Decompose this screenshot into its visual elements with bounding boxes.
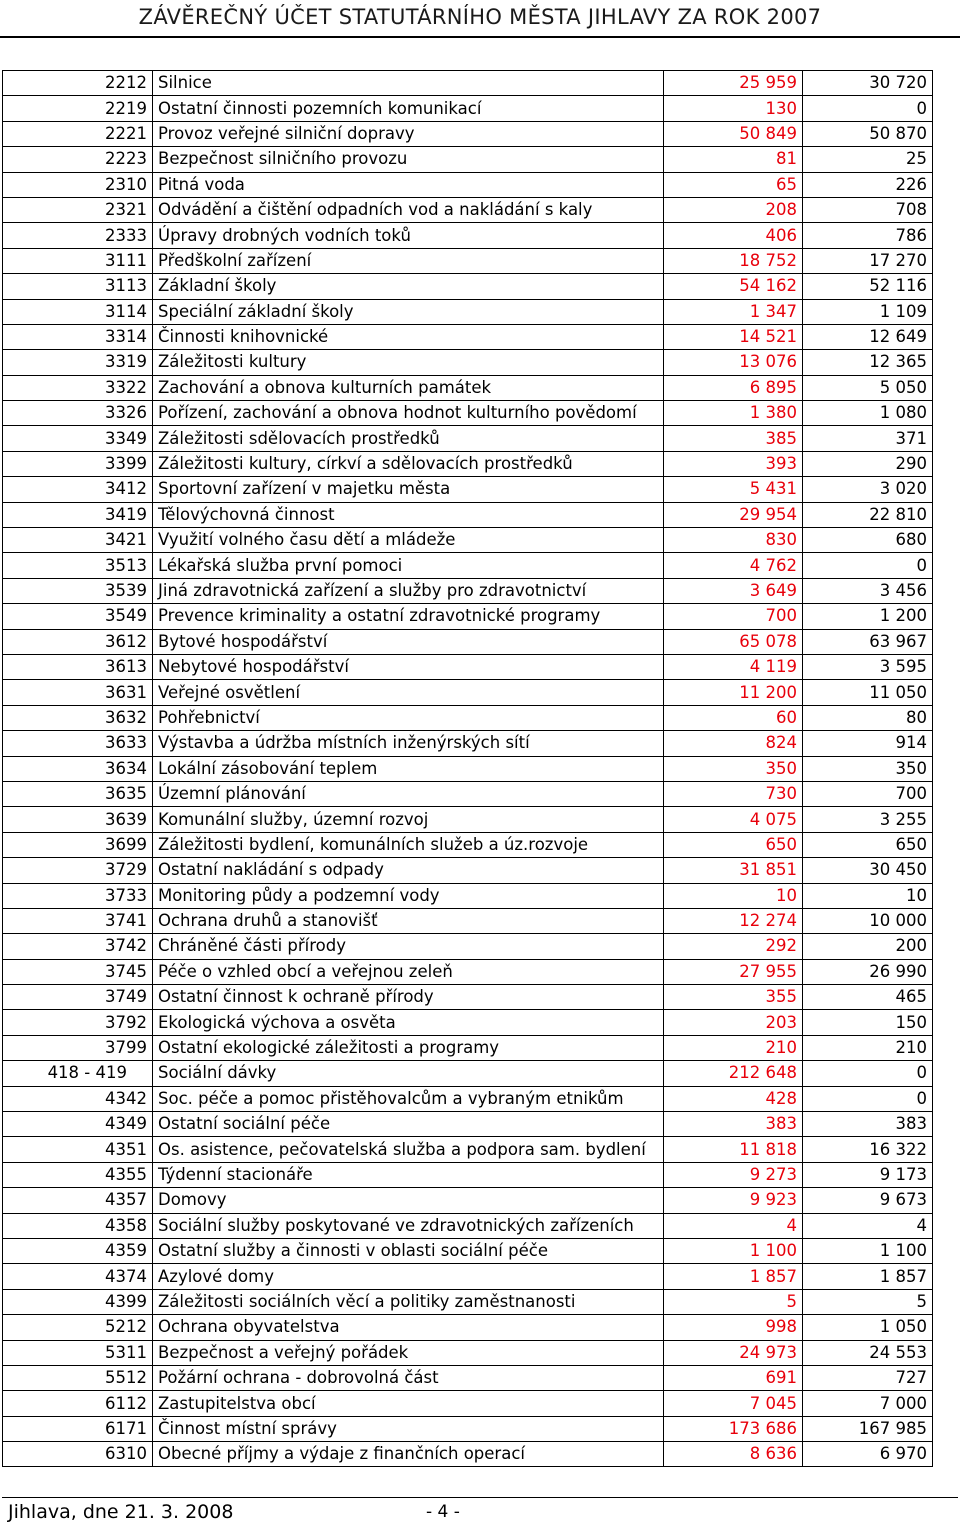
table-row: [3, 934, 933, 959]
value-red-cell: 4 075: [664, 807, 803, 832]
paragraph-code-cell: 3631: [3, 680, 153, 705]
paragraph-name-cell: Veřejné osvětlení: [153, 680, 664, 705]
paragraph-code-cell: 3745: [3, 959, 153, 984]
value-red-cell: 383: [664, 1112, 803, 1137]
budget-table-body: [3, 71, 933, 1467]
paragraph-name-cell: Územní plánování: [153, 781, 664, 806]
table-row: [3, 96, 933, 121]
value-cell: 3 020: [803, 477, 933, 502]
table-row: [3, 528, 933, 553]
document-header: [0, 0, 960, 34]
paragraph-code-cell: 4349: [3, 1112, 153, 1137]
value-cell: 350: [803, 756, 933, 781]
value-cell: 17 270: [803, 248, 933, 273]
value-red-cell: 700: [664, 604, 803, 629]
value-red-cell: 998: [664, 1315, 803, 1340]
paragraph-name-cell: Záležitosti bydlení, komunálních služeb a úz.rozvoje: [153, 832, 664, 857]
value-cell: 3 456: [803, 578, 933, 603]
table-row: [3, 781, 933, 806]
paragraph-code-cell: 4358: [3, 1213, 153, 1238]
header-rule: [0, 36, 960, 38]
page-footer: [2, 1497, 958, 1526]
value-red-cell: 4 119: [664, 654, 803, 679]
paragraph-code-cell: 3549: [3, 604, 153, 629]
table-row: [3, 756, 933, 781]
table-row: [3, 604, 933, 629]
paragraph-code-cell: 3319: [3, 350, 153, 375]
value-cell: 9 673: [803, 1188, 933, 1213]
table-row: [3, 197, 933, 222]
value-cell: 12 365: [803, 350, 933, 375]
value-red-cell: 65: [664, 172, 803, 197]
paragraph-code-cell: 4359: [3, 1238, 153, 1263]
value-red-cell: 5 431: [664, 477, 803, 502]
value-red-cell: 393: [664, 451, 803, 476]
paragraph-name-cell: Předškolní zařízení: [153, 248, 664, 273]
table-row: [3, 1010, 933, 1035]
table-row: [3, 1137, 933, 1162]
value-red-cell: 824: [664, 731, 803, 756]
value-red-cell: 81: [664, 147, 803, 172]
paragraph-code-cell: 3699: [3, 832, 153, 857]
value-red-cell: 9 923: [664, 1188, 803, 1213]
value-cell: 465: [803, 985, 933, 1010]
value-cell: 12 649: [803, 324, 933, 349]
paragraph-name-cell: Provoz veřejné silniční dopravy: [153, 121, 664, 146]
value-red-cell: 385: [664, 426, 803, 451]
table-row: [3, 451, 933, 476]
paragraph-name-cell: Činnost místní správy: [153, 1416, 664, 1441]
paragraph-name-cell: Lékařská služba první pomoci: [153, 553, 664, 578]
paragraph-code-cell: 3635: [3, 781, 153, 806]
table-row: [3, 553, 933, 578]
value-cell: 7 000: [803, 1391, 933, 1416]
value-cell: 680: [803, 528, 933, 553]
value-red-cell: 27 955: [664, 959, 803, 984]
table-row: [3, 1416, 933, 1441]
value-cell: 5 050: [803, 375, 933, 400]
table-row: [3, 908, 933, 933]
paragraph-code-cell: 3632: [3, 705, 153, 730]
paragraph-code-cell: 4357: [3, 1188, 153, 1213]
paragraph-name-cell: Bezpečnost silničního provozu: [153, 147, 664, 172]
paragraph-code-cell: 6112: [3, 1391, 153, 1416]
paragraph-code-cell: 4399: [3, 1289, 153, 1314]
value-red-cell: 10: [664, 883, 803, 908]
paragraph-code-cell: 4374: [3, 1264, 153, 1289]
value-red-cell: 208: [664, 197, 803, 222]
paragraph-name-cell: Požární ochrana - dobrovolná část: [153, 1365, 664, 1390]
paragraph-name-cell: Úpravy drobných vodních toků: [153, 223, 664, 248]
value-cell: 914: [803, 731, 933, 756]
document-title: ZÁVĚREČNÝ ÚČET STATUTÁRNÍHO MĚSTA JIHLAVY ZA ROK 2007: [138, 5, 822, 29]
table-row: [3, 274, 933, 299]
table-row: [3, 1213, 933, 1238]
value-red-cell: 4 762: [664, 553, 803, 578]
paragraph-code-cell: 3412: [3, 477, 153, 502]
value-cell: 1 857: [803, 1264, 933, 1289]
table-row: [3, 731, 933, 756]
value-cell: 3 255: [803, 807, 933, 832]
value-red-cell: 18 752: [664, 248, 803, 273]
table-row: [3, 1289, 933, 1314]
table-row: [3, 1365, 933, 1390]
paragraph-name-cell: Speciální základní školy: [153, 299, 664, 324]
table-row: [3, 883, 933, 908]
paragraph-name-cell: Os. asistence, pečovatelská služba a podpora sam. bydlení: [153, 1137, 664, 1162]
value-red-cell: 60: [664, 705, 803, 730]
paragraph-code-cell: 3612: [3, 629, 153, 654]
paragraph-name-cell: Bezpečnost a veřejný pořádek: [153, 1340, 664, 1365]
value-cell: 6 970: [803, 1442, 933, 1467]
table-row: [3, 1442, 933, 1467]
table-row: [3, 858, 933, 883]
paragraph-name-cell: Využití volného času dětí a mládeže: [153, 528, 664, 553]
table-row: [3, 172, 933, 197]
value-cell: 11 050: [803, 680, 933, 705]
value-cell: 25: [803, 147, 933, 172]
table-row: [3, 1112, 933, 1137]
paragraph-name-cell: Sportovní zařízení v majetku města: [153, 477, 664, 502]
paragraph-code-cell: 3613: [3, 654, 153, 679]
table-row: [3, 147, 933, 172]
value-cell: 210: [803, 1035, 933, 1060]
value-cell: 24 553: [803, 1340, 933, 1365]
value-red-cell: 54 162: [664, 274, 803, 299]
value-cell: 22 810: [803, 502, 933, 527]
table-row: [3, 959, 933, 984]
value-red-cell: 173 686: [664, 1416, 803, 1441]
paragraph-name-cell: Odvádění a čištění odpadních vod a nakládání s kaly: [153, 197, 664, 222]
paragraph-code-cell: 2212: [3, 71, 153, 96]
paragraph-name-cell: Prevence kriminality a ostatní zdravotnické programy: [153, 604, 664, 629]
value-cell: 63 967: [803, 629, 933, 654]
table-row: [3, 1188, 933, 1213]
paragraph-name-cell: Ostatní ekologické záležitosti a programy: [153, 1035, 664, 1060]
paragraph-name-cell: Ostatní služby a činnosti v oblasti sociální péče: [153, 1238, 664, 1263]
value-cell: 786: [803, 223, 933, 248]
paragraph-name-cell: Pohřebnictví: [153, 705, 664, 730]
value-cell: 200: [803, 934, 933, 959]
value-cell: 0: [803, 96, 933, 121]
paragraph-name-cell: Obecné příjmy a výdaje z finančních operací: [153, 1442, 664, 1467]
value-red-cell: 24 973: [664, 1340, 803, 1365]
value-red-cell: 11 818: [664, 1137, 803, 1162]
paragraph-name-cell: Lokální zásobování teplem: [153, 756, 664, 781]
value-cell: 0: [803, 553, 933, 578]
value-red-cell: 730: [664, 781, 803, 806]
table-row: [3, 121, 933, 146]
value-red-cell: 25 959: [664, 71, 803, 96]
table-row: [3, 807, 933, 832]
paragraph-name-cell: Činnosti knihovnické: [153, 324, 664, 349]
paragraph-code-cell: 3729: [3, 858, 153, 883]
table-row: [3, 248, 933, 273]
value-cell: 80: [803, 705, 933, 730]
paragraph-code-cell: 3741: [3, 908, 153, 933]
table-row: [3, 477, 933, 502]
table-row: [3, 1340, 933, 1365]
table-row: [3, 705, 933, 730]
paragraph-name-cell: Ochrana druhů a stanovišť: [153, 908, 664, 933]
value-red-cell: 350: [664, 756, 803, 781]
value-cell: 708: [803, 197, 933, 222]
paragraph-name-cell: Azylové domy: [153, 1264, 664, 1289]
paragraph-code-cell: 2310: [3, 172, 153, 197]
value-cell: 1 100: [803, 1238, 933, 1263]
value-red-cell: 4: [664, 1213, 803, 1238]
footer-place-date: Jihlava, dne 21. 3. 2008: [8, 1501, 234, 1523]
value-red-cell: 5: [664, 1289, 803, 1314]
paragraph-code-cell: 2333: [3, 223, 153, 248]
paragraph-code-cell: 6171: [3, 1416, 153, 1441]
paragraph-code-cell: 3792: [3, 1010, 153, 1035]
paragraph-code-cell: 3513: [3, 553, 153, 578]
value-cell: 167 985: [803, 1416, 933, 1441]
table-row: [3, 324, 933, 349]
value-cell: 10 000: [803, 908, 933, 933]
value-cell: 226: [803, 172, 933, 197]
paragraph-name-cell: Záležitosti kultury: [153, 350, 664, 375]
value-red-cell: 14 521: [664, 324, 803, 349]
value-red-cell: 355: [664, 985, 803, 1010]
paragraph-code-cell: 4351: [3, 1137, 153, 1162]
value-red-cell: 50 849: [664, 121, 803, 146]
table-row: [3, 680, 933, 705]
paragraph-name-cell: Domovy: [153, 1188, 664, 1213]
value-red-cell: 7 045: [664, 1391, 803, 1416]
paragraph-name-cell: Sociální dávky: [153, 1061, 664, 1086]
value-red-cell: 11 200: [664, 680, 803, 705]
paragraph-code-cell: 2321: [3, 197, 153, 222]
table-row: [3, 1238, 933, 1263]
value-cell: 5: [803, 1289, 933, 1314]
table-row: [3, 1315, 933, 1340]
value-red-cell: 6 895: [664, 375, 803, 400]
paragraph-code-cell: 2223: [3, 147, 153, 172]
value-cell: 1 080: [803, 401, 933, 426]
value-cell: 30 720: [803, 71, 933, 96]
value-cell: 30 450: [803, 858, 933, 883]
paragraph-name-cell: Pořízení, zachování a obnova hodnot kulturního povědomí: [153, 401, 664, 426]
table-row: [3, 350, 933, 375]
paragraph-name-cell: Záležitosti sdělovacích prostředků: [153, 426, 664, 451]
table-row: [3, 629, 933, 654]
paragraph-name-cell: Ekologická výchova a osvěta: [153, 1010, 664, 1035]
value-red-cell: 9 273: [664, 1162, 803, 1187]
table-row: [3, 1086, 933, 1111]
paragraph-code-cell: 3349: [3, 426, 153, 451]
value-cell: 650: [803, 832, 933, 857]
paragraph-name-cell: Zastupitelstva obcí: [153, 1391, 664, 1416]
table-row: [3, 654, 933, 679]
paragraph-code-cell: 3742: [3, 934, 153, 959]
value-red-cell: 1 857: [664, 1264, 803, 1289]
paragraph-code-cell: 3322: [3, 375, 153, 400]
table-row: [3, 1061, 933, 1086]
table-row: [3, 832, 933, 857]
paragraph-code-cell: 3733: [3, 883, 153, 908]
paragraph-code-cell: 3799: [3, 1035, 153, 1060]
paragraph-code-cell: 3639: [3, 807, 153, 832]
paragraph-code-cell: 6310: [3, 1442, 153, 1467]
paragraph-name-cell: Zachování a obnova kulturních památek: [153, 375, 664, 400]
value-cell: 50 870: [803, 121, 933, 146]
table-row: [3, 426, 933, 451]
paragraph-name-cell: Bytové hospodářství: [153, 629, 664, 654]
value-cell: 727: [803, 1365, 933, 1390]
value-cell: 700: [803, 781, 933, 806]
paragraph-name-cell: Soc. péče a pomoc přistěhovalcům a vybraným etnikům: [153, 1086, 664, 1111]
value-red-cell: 428: [664, 1086, 803, 1111]
value-red-cell: 29 954: [664, 502, 803, 527]
table-row: [3, 985, 933, 1010]
paragraph-code-cell: 3419: [3, 502, 153, 527]
paragraph-name-cell: Ostatní sociální péče: [153, 1112, 664, 1137]
value-red-cell: 65 078: [664, 629, 803, 654]
value-cell: 371: [803, 426, 933, 451]
paragraph-code-cell: 4342: [3, 1086, 153, 1111]
value-cell: 16 322: [803, 1137, 933, 1162]
value-cell: 4: [803, 1213, 933, 1238]
table-row: [3, 1162, 933, 1187]
value-cell: 52 116: [803, 274, 933, 299]
value-red-cell: 130: [664, 96, 803, 121]
value-cell: 9 173: [803, 1162, 933, 1187]
table-row: [3, 1391, 933, 1416]
value-red-cell: 830: [664, 528, 803, 553]
value-cell: 0: [803, 1061, 933, 1086]
table-row: [3, 299, 933, 324]
paragraph-name-cell: Ochrana obyvatelstva: [153, 1315, 664, 1340]
paragraph-code-cell: 3114: [3, 299, 153, 324]
value-red-cell: 3 649: [664, 578, 803, 603]
paragraph-code-cell: 3111: [3, 248, 153, 273]
value-red-cell: 203: [664, 1010, 803, 1035]
value-cell: 290: [803, 451, 933, 476]
paragraph-name-cell: Ostatní činnost k ochraně přírody: [153, 985, 664, 1010]
paragraph-name-cell: Týdenní stacionáře: [153, 1162, 664, 1187]
value-cell: 26 990: [803, 959, 933, 984]
paragraph-name-cell: Základní školy: [153, 274, 664, 299]
paragraph-name-cell: Ostatní činnosti pozemních komunikací: [153, 96, 664, 121]
value-cell: 1 050: [803, 1315, 933, 1340]
value-red-cell: 1 380: [664, 401, 803, 426]
paragraph-code-cell: 3749: [3, 985, 153, 1010]
value-cell: 383: [803, 1112, 933, 1137]
value-red-cell: 1 100: [664, 1238, 803, 1263]
table-row: [3, 223, 933, 248]
paragraph-name-cell: Komunální služby, územní rozvoj: [153, 807, 664, 832]
budget-table: [2, 70, 933, 1467]
paragraph-name-cell: Jiná zdravotnická zařízení a služby pro zdravotnictví: [153, 578, 664, 603]
paragraph-code-cell: 3113: [3, 274, 153, 299]
value-red-cell: 406: [664, 223, 803, 248]
paragraph-code-cell: 3314: [3, 324, 153, 349]
paragraph-code-cell: 3539: [3, 578, 153, 603]
value-red-cell: 31 851: [664, 858, 803, 883]
value-red-cell: 650: [664, 832, 803, 857]
table-row: [3, 71, 933, 96]
paragraph-name-cell: Pitná voda: [153, 172, 664, 197]
paragraph-name-cell: Monitoring půdy a podzemní vody: [153, 883, 664, 908]
value-cell: 10: [803, 883, 933, 908]
footer-page-number: - 4 -: [426, 1502, 460, 1522]
paragraph-code-cell: 2219: [3, 96, 153, 121]
paragraph-code-cell: 3634: [3, 756, 153, 781]
table-row: [3, 401, 933, 426]
paragraph-code-cell: 3421: [3, 528, 153, 553]
table-row: [3, 578, 933, 603]
paragraph-name-cell: Záležitosti kultury, církví a sdělovacích prostředků: [153, 451, 664, 476]
paragraph-name-cell: Sociální služby poskytované ve zdravotnických zařízeních: [153, 1213, 664, 1238]
paragraph-name-cell: Péče o vzhled obcí a veřejnou zeleň: [153, 959, 664, 984]
paragraph-code-cell: 418 - 419: [3, 1061, 153, 1086]
value-red-cell: 292: [664, 934, 803, 959]
value-cell: 1 200: [803, 604, 933, 629]
paragraph-name-cell: Výstavba a údržba místních inženýrských sítí: [153, 731, 664, 756]
value-cell: 150: [803, 1010, 933, 1035]
table-row: [3, 502, 933, 527]
paragraph-code-cell: 2221: [3, 121, 153, 146]
table-row: [3, 1264, 933, 1289]
paragraph-name-cell: Ostatní nakládání s odpady: [153, 858, 664, 883]
paragraph-code-cell: 4355: [3, 1162, 153, 1187]
paragraph-code-cell: 5512: [3, 1365, 153, 1390]
value-red-cell: 691: [664, 1365, 803, 1390]
paragraph-name-cell: Chráněné části přírody: [153, 934, 664, 959]
table-row: [3, 375, 933, 400]
value-cell: 0: [803, 1086, 933, 1111]
paragraph-code-cell: 3326: [3, 401, 153, 426]
value-red-cell: 210: [664, 1035, 803, 1060]
value-cell: 3 595: [803, 654, 933, 679]
paragraph-name-cell: Nebytové hospodářství: [153, 654, 664, 679]
paragraph-name-cell: Záležitosti sociálních věcí a politiky zaměstnanosti: [153, 1289, 664, 1314]
paragraph-code-cell: 3633: [3, 731, 153, 756]
table-row: [3, 1035, 933, 1060]
paragraph-name-cell: Silnice: [153, 71, 664, 96]
paragraph-code-cell: 5212: [3, 1315, 153, 1340]
paragraph-name-cell: Tělovýchovná činnost: [153, 502, 664, 527]
value-red-cell: 8 636: [664, 1442, 803, 1467]
value-red-cell: 212 648: [664, 1061, 803, 1086]
value-red-cell: 12 274: [664, 908, 803, 933]
value-red-cell: 1 347: [664, 299, 803, 324]
value-red-cell: 13 076: [664, 350, 803, 375]
paragraph-code-cell: 3399: [3, 451, 153, 476]
paragraph-code-cell: 5311: [3, 1340, 153, 1365]
value-cell: 1 109: [803, 299, 933, 324]
